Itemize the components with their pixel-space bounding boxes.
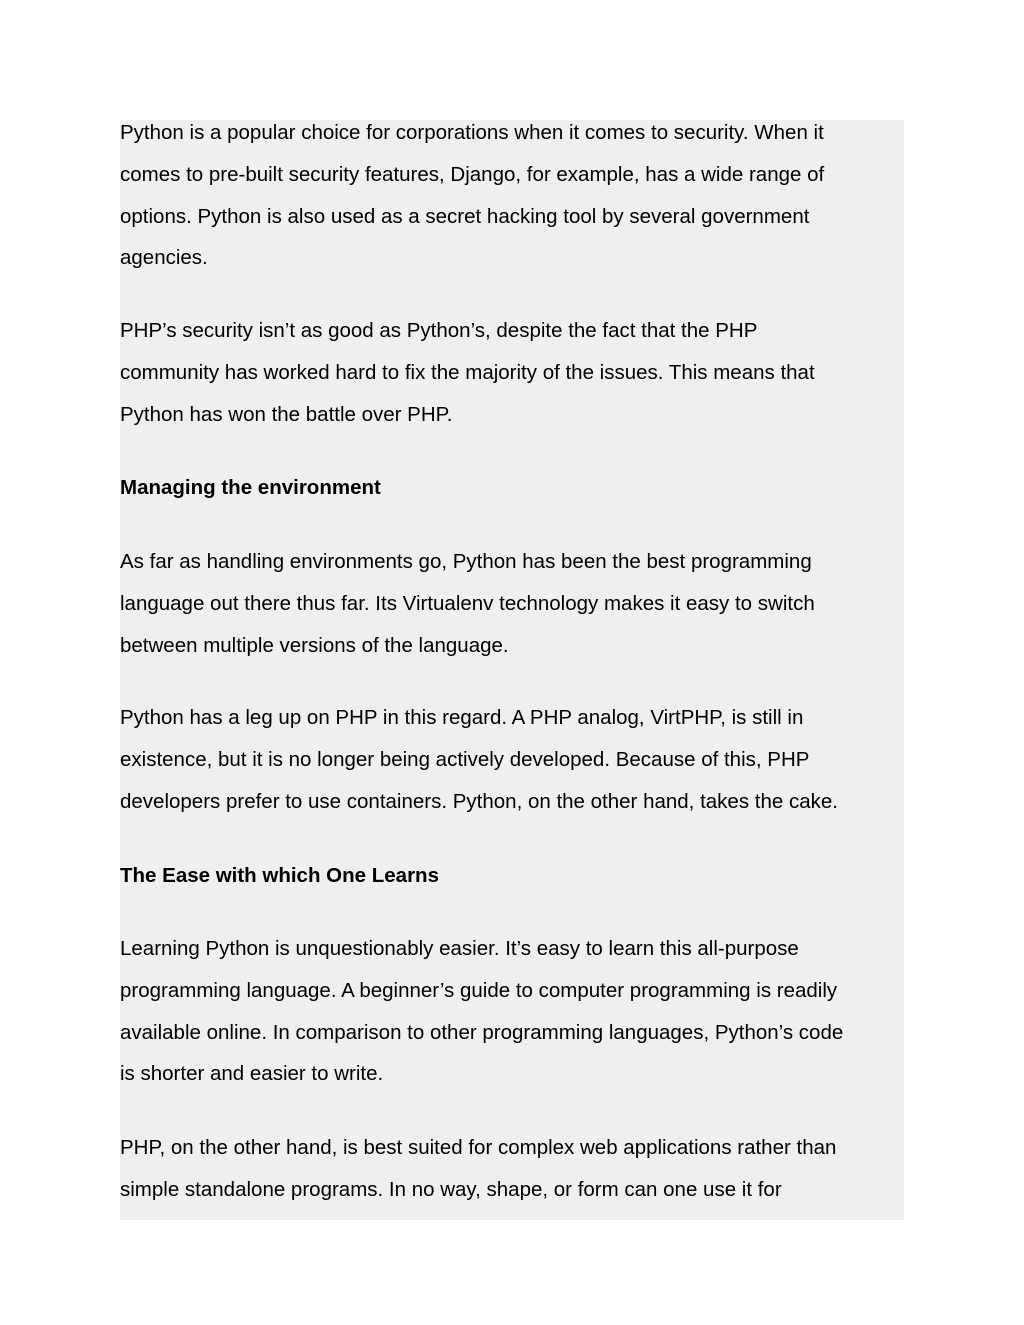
section-heading-ease-of-learning: The Ease with which One Learns xyxy=(120,864,439,887)
text-line: developers prefer to use containers. Python, on the other hand, takes the cake. xyxy=(120,789,838,813)
text-line: community has worked hard to fix the majority of the issues. This means that xyxy=(120,360,815,384)
text-line: Python is a popular choice for corporations when it comes to security. When it xyxy=(120,121,824,144)
text-line: options. Python is also used as a secret hacking tool by several government xyxy=(120,204,810,228)
php-security-paragraph xyxy=(120,310,815,435)
text-line: As far as handling environments go, Python has been the best programming xyxy=(120,550,812,573)
text-line: comes to pre-built security features, Django, for example, has a wide range of xyxy=(120,162,825,186)
document-content-block xyxy=(120,120,904,1220)
text-line: is shorter and easier to write. xyxy=(120,1062,384,1086)
learning-python-paragraph xyxy=(120,928,843,1095)
virtphp-paragraph xyxy=(120,697,838,822)
text-line: programming language. A beginner’s guide to computer programming is readily xyxy=(120,978,838,1002)
text-line: PHP’s security isn’t as good as Python’s, despite the fact that the PHP xyxy=(120,319,758,342)
security-paragraph xyxy=(120,120,824,279)
section-heading-environment: Managing the environment xyxy=(120,476,381,499)
text-line: agencies. xyxy=(120,246,208,270)
text-line: language out there thus far. Its Virtualenv technology makes it easy to switch xyxy=(120,591,815,615)
text-line: Learning Python is unquestionably easier. It’s easy to learn this all-purpose xyxy=(120,937,799,960)
text-line: Python has won the battle over PHP. xyxy=(120,402,453,426)
text-line: existence, but it is no longer being actively developed. Because of this, PHP xyxy=(120,747,810,771)
text-line: simple standalone programs. In no way, shape, or form can one use it for xyxy=(120,1177,782,1201)
text-line: available online. In comparison to other programming languages, Python’s code xyxy=(120,1020,844,1044)
text-line: between multiple versions of the language. xyxy=(120,633,509,657)
environment-paragraph xyxy=(120,541,815,666)
text-line: Python has a leg up on PHP in this regard. A PHP analog, VirtPHP, is still in xyxy=(120,706,804,729)
php-web-apps-paragraph xyxy=(120,1127,836,1211)
text-line: PHP, on the other hand, is best suited for complex web applications rather than xyxy=(120,1136,837,1159)
